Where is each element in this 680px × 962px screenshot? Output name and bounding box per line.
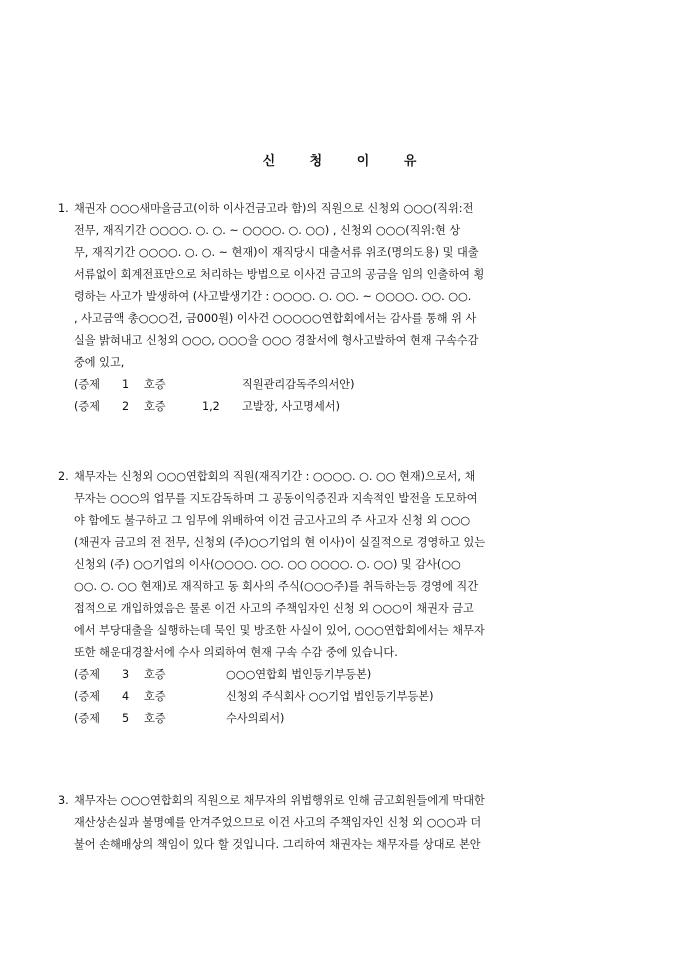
- evidence-suffix: 호증: [144, 378, 166, 391]
- paragraph-text: , 사고금액 총○○○건, 금000원) 이사건 ○○○○○연합회에서는 감사를 통해 위 사: [74, 312, 477, 325]
- paragraph-line: [58, 576, 624, 598]
- paragraph-text: ○○. ○. ○○ 현재)로 재직하고 동 회사의 주식(○○○주)를 취득하는등 경영에 직간: [74, 580, 479, 593]
- evidence-suffix: 호증: [144, 712, 166, 725]
- paragraph-line: [58, 812, 624, 834]
- paragraph-text: 전무, 재직기간 ○○○○. ○. ○. ~ ○○○○. ○. ○○) , 신청외 ○○○(직위:현 상: [74, 224, 461, 237]
- paragraph-text: 서류없이 회계전표만으로 처리하는 방법으로 이사건 금고의 공금을 임의 인출하여 횡: [74, 268, 485, 281]
- paragraph-line: [58, 242, 624, 264]
- section-number: 1.: [58, 202, 69, 215]
- evidence-description: 수사의뢰서): [226, 712, 285, 725]
- section-3: [58, 790, 624, 856]
- evidence-number: 2: [122, 400, 130, 413]
- paragraph-line: [58, 790, 624, 812]
- section-number: 3.: [58, 794, 69, 807]
- document-title: 신 청 이 유: [262, 154, 418, 169]
- paragraph-text: 무자는 ○○○의 업무를 지도감독하며 그 공동이익증진과 지속적인 발전을 도모하여: [74, 492, 478, 505]
- paragraph-text: 접적으로 개입하였음은 물론 이건 사고의 주책임자인 신청 외 ○○○이 채권자 금고: [74, 602, 474, 615]
- paragraph-text: 령하는 사고가 발생하여 (사고발생기간 : ○○○○. ○. ○○. ~ ○○○○. ○○. ○○.: [74, 290, 472, 303]
- evidence-number: 5: [122, 712, 130, 725]
- paragraph-line: [58, 488, 624, 510]
- paragraph-line: [58, 598, 624, 620]
- evidence-line: [58, 664, 624, 686]
- paragraph-line: [58, 308, 624, 330]
- paragraph-line: [58, 352, 624, 374]
- paragraph-line: [58, 620, 624, 642]
- paragraph-line: [58, 198, 624, 220]
- paragraph-text: 또한 해운대경찰서에 수사 의뢰하여 현재 구속 수감 중에 있습니다.: [74, 646, 398, 659]
- paragraph-line: [58, 330, 624, 352]
- paragraph-text: 무, 재직기간 ○○○○. ○. ○. ~ 현재)이 재직당시 대출서류 위조(명의도용) 및 대출: [74, 246, 479, 259]
- paragraph-line: [58, 532, 624, 554]
- evidence-description: ○○○연합회 법인등기부등본): [226, 668, 372, 681]
- paragraph-text: (채권자 금고의 전 전무, 신청외 (주)○○기업의 현 이사)이 실질적으로 경영하고 있는: [74, 536, 486, 549]
- evidence-line: [58, 686, 624, 708]
- evidence-suffix: 호증: [144, 668, 166, 681]
- evidence-subnumber: 1,2: [202, 400, 220, 413]
- paragraph-text: 재산상손실과 불명예를 안겨주었으므로 이건 사고의 주책임자인 신청 외 ○○○과 더: [74, 816, 482, 829]
- paragraph-text: 실을 밝혀내고 신청외 ○○○, ○○○을 ○○○ 경찰서에 형사고발하여 현재 구속수감: [74, 334, 479, 347]
- paragraph-line: [58, 286, 624, 308]
- paragraph-text: 채무자는 ○○○연합회의 직원으로 채무자의 위법행위로 인해 금고회원들에게 막대한: [74, 794, 485, 807]
- evidence-line: [58, 396, 624, 418]
- paragraph-line: [58, 220, 624, 242]
- evidence-number: 1: [122, 378, 130, 391]
- paragraph-text: 불어 손해배상의 책임이 있다 할 것입니다. 그리하여 채권자는 채무자를 상대로 본안: [74, 838, 481, 851]
- evidence-prefix: (증제: [74, 712, 100, 725]
- evidence-description: 고발장, 사고명세서): [242, 400, 340, 413]
- evidence-suffix: 호증: [144, 400, 166, 413]
- paragraph-text: 신청외 (주) ○○기업의 이사(○○○○. ○○. ○○ ○○○○. ○. ○○) 및 감사(○○: [74, 558, 461, 571]
- evidence-description: 신청외 주식회사 ○○기업 법인등기부등본): [226, 690, 434, 703]
- evidence-prefix: (증제: [74, 668, 100, 681]
- evidence-line: [58, 708, 624, 730]
- paragraph-text: 채권자 ○○○새마을금고(이하 이사건금고라 함)의 직원으로 신청외 ○○○(직위:전: [74, 202, 474, 215]
- evidence-suffix: 호증: [144, 690, 166, 703]
- section-number: 2.: [58, 470, 69, 483]
- paragraph-line: [58, 264, 624, 286]
- evidence-prefix: (증제: [74, 690, 100, 703]
- section-1: [58, 198, 624, 418]
- evidence-prefix: (증제: [74, 378, 100, 391]
- paragraph-text: 에서 부당대출을 실행하는데 묵인 및 방조한 사실이 있어, ○○○연합회에서는 채무자: [74, 624, 485, 637]
- paragraph-line: [58, 642, 624, 664]
- evidence-number: 3: [122, 668, 130, 681]
- paragraph-text: 채무자는 신청외 ○○○연합회의 직원(재직기간 : ○○○○. ○. ○○ 현재)으로서, 채: [74, 470, 476, 483]
- paragraph-line: [58, 466, 624, 488]
- evidence-description: 직원관리감독주의서안): [242, 378, 355, 391]
- evidence-number: 4: [122, 690, 130, 703]
- paragraph-line: [58, 834, 624, 856]
- paragraph-text: 중에 있고,: [74, 356, 125, 369]
- paragraph-line: [58, 554, 624, 576]
- evidence-line: [58, 374, 624, 396]
- evidence-prefix: (증제: [74, 400, 100, 413]
- paragraph-text: 야 함에도 불구하고 그 임무에 위배하여 이건 금고사고의 주 사고자 신청 외 ○○○: [74, 514, 471, 527]
- paragraph-line: [58, 510, 624, 532]
- section-2: [58, 466, 624, 730]
